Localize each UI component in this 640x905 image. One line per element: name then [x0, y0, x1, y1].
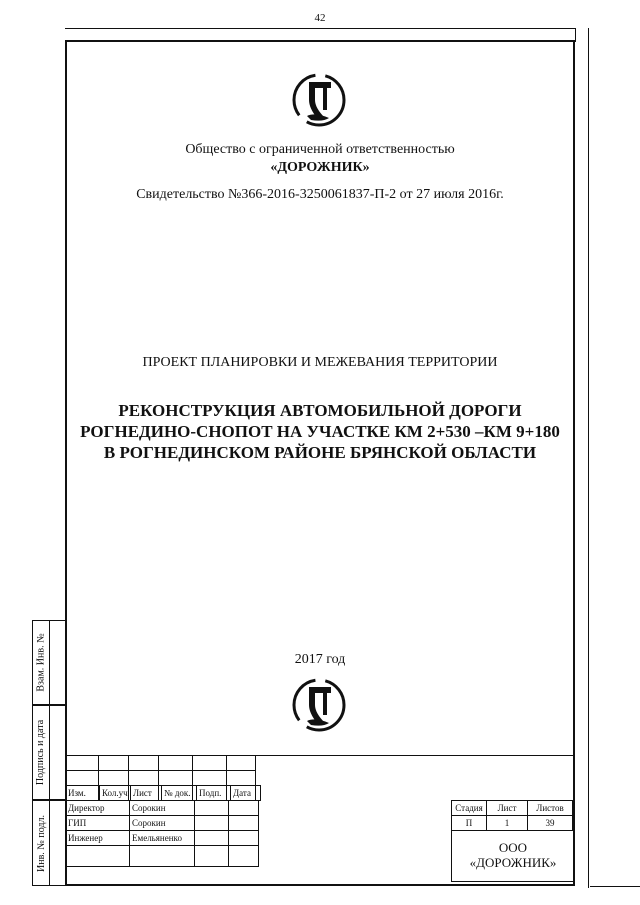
side-stamp-label: Взам. Инв. №: [35, 633, 47, 692]
certificate: Свидетельство №366-2016-3250061837-П-2 от 27 июля 2016г.: [136, 187, 504, 202]
stage-header: Стадия: [452, 801, 487, 816]
project-type: ПРОЕКТ ПЛАНИРОВКИ И МЕЖЕВАНИЯ ТЕРРИТОРИИ: [142, 355, 498, 370]
right-border-tick: [575, 28, 576, 42]
title-line: В РОГНЕДИНСКОМ РАЙОНЕ БРЯНСКОЙ ОБЛАСТИ: [103, 443, 537, 462]
org-box: [451, 830, 575, 882]
signature-row: [66, 831, 259, 846]
side-stamp-vzam: [32, 620, 65, 705]
sheet-value: 1: [487, 816, 528, 831]
side-stamp-inv: [32, 800, 65, 886]
role: ГИП: [66, 816, 130, 831]
page-number: 42: [314, 12, 326, 24]
header-podp: Подп.: [197, 786, 231, 801]
stage-table: [451, 800, 573, 831]
side-stamp-podpis: [32, 705, 65, 800]
signatures-table: [65, 800, 259, 867]
person-name: Сорокин: [130, 801, 195, 816]
org-descriptor: Общество с ограниченной ответственностью: [185, 142, 455, 157]
org-box-line1: ООО: [498, 840, 528, 855]
signature-row: [66, 816, 259, 831]
dorozhnik-logo-icon: [289, 675, 349, 735]
signature-row: [66, 801, 259, 816]
sheets-header: Листов: [528, 801, 573, 816]
role: Инженер: [66, 831, 130, 846]
person-name: Сорокин: [130, 816, 195, 831]
side-stamp-label: Инв. № подл.: [35, 814, 47, 872]
bottom-border-line: [590, 886, 640, 887]
side-stamp-label: Подпись и дата: [35, 719, 47, 786]
person-name: Емельяненко: [130, 831, 195, 846]
sheet-header: Лист: [487, 801, 528, 816]
header-data: Дата: [231, 786, 261, 801]
title-line: РОГНЕДИНО-СНОПОТ НА УЧАСТКЕ КМ 2+530 –КМ 9+180: [80, 422, 560, 441]
org-name: «ДОРОЖНИК»: [270, 160, 370, 175]
title-block-top-line: [65, 755, 575, 756]
stage-value: П: [452, 816, 487, 831]
header-list: Лист: [131, 786, 162, 801]
right-border-line: [588, 28, 589, 888]
sheets-value: 39: [528, 816, 573, 831]
revision-header-table: [65, 785, 261, 801]
project-title: [65, 400, 575, 463]
project-year: 2017 год: [294, 652, 346, 667]
dorozhnik-logo-icon: [289, 70, 349, 130]
title-line: РЕКОНСТРУКЦИЯ АВТОМОБИЛЬНОЙ ДОРОГИ: [118, 401, 522, 420]
header-izm: Изм.: [66, 786, 100, 801]
org-box-line2: «ДОРОЖНИК»: [469, 855, 557, 870]
role: Директор: [66, 801, 130, 816]
header-kolvo: Кол.уч: [100, 786, 131, 801]
header-ndok: № док.: [162, 786, 197, 801]
top-border-line: [65, 28, 575, 29]
